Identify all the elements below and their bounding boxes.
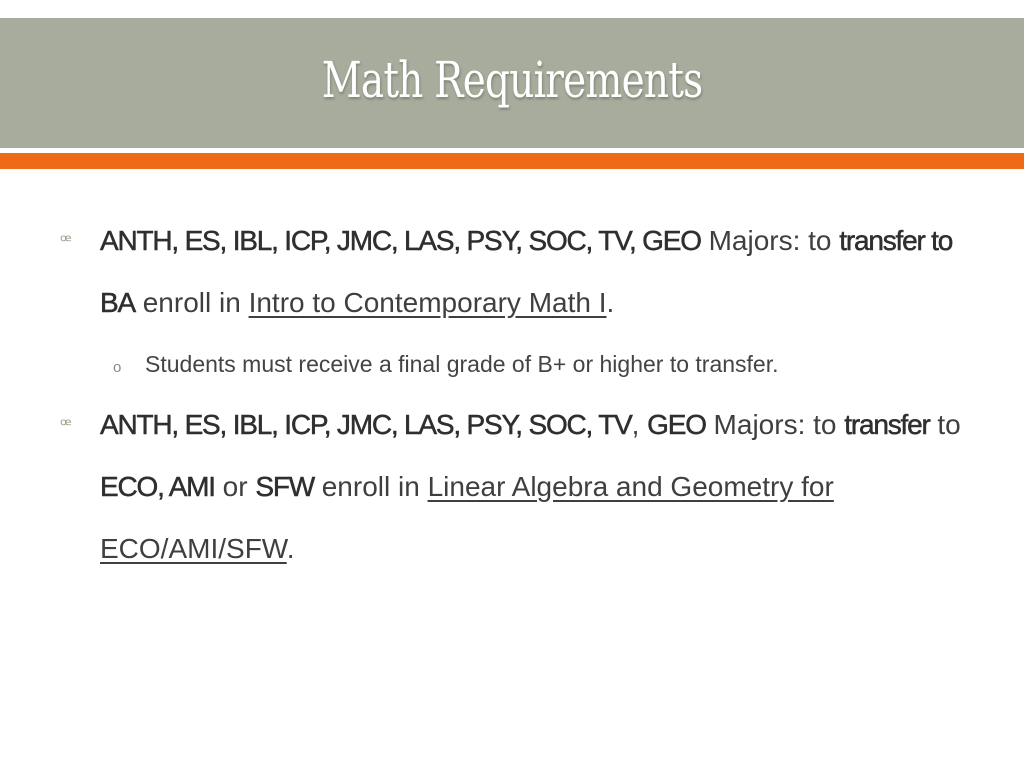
bullet-text: to	[929, 409, 961, 440]
majors-list: ANTH, ES, IBL, ICP, JMC, LAS, PSY, SOC, TV, GEO	[100, 225, 701, 256]
bullet-text: enroll in	[134, 287, 249, 318]
transfer-target: transfer to BA	[100, 225, 953, 318]
accent-bar	[0, 153, 1024, 169]
title-bar	[0, 18, 1024, 148]
bullet-icon: ꟹ	[60, 415, 72, 435]
bullet-text: .	[286, 533, 295, 564]
bullet-item	[0, 210, 1024, 334]
slide-content	[0, 210, 1024, 580]
sub-bullet-item	[0, 334, 1024, 394]
program-list: ECO, AMI	[100, 471, 215, 502]
bullet-item	[0, 394, 1024, 580]
bullet-icon: ꟹ	[60, 231, 72, 251]
bullet-text: .	[606, 287, 615, 318]
program-name: SFW	[255, 471, 314, 502]
bullet-text: or	[214, 471, 256, 502]
bullet-text: enroll in	[313, 471, 428, 502]
course-name: Intro to Contemporary Math I	[248, 287, 607, 318]
course-name: Linear Algebra and Geometry for ECO/AMI/SFW	[100, 471, 834, 564]
majors-list: ANTH, ES, IBL, ICP, JMC, LAS, PSY, SOC, TV	[100, 409, 632, 440]
circle-bullet-icon: o	[113, 359, 122, 376]
transfer-label: transfer	[844, 409, 930, 440]
slide-title: Math Requirements	[321, 51, 703, 109]
majors-list: GEO	[647, 409, 706, 440]
bullet-text: Majors: to	[700, 225, 840, 256]
bullet-text: Majors: to	[705, 409, 845, 440]
bullet-text: ,	[631, 409, 648, 440]
sub-bullet-text: Students must receive a final grade of B+ or higher to transfer.	[145, 351, 779, 377]
